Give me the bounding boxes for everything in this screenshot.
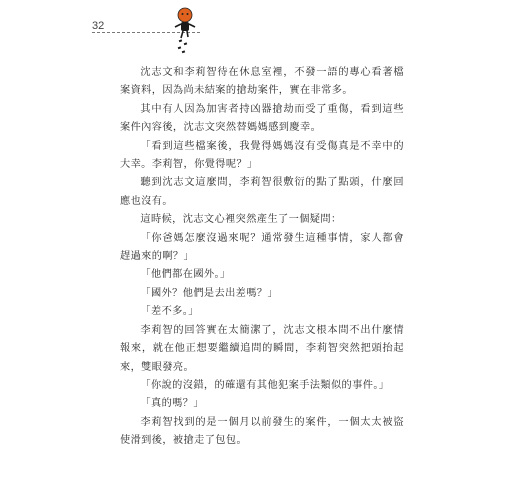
body-text (120, 64, 404, 451)
paragraph: 沈志文和李莉智待在休息室裡，不發一語的專心看著檔案資料，因為尚未結案的搶劫案件，實在非常多。 (120, 67, 404, 97)
page-number: 32 (92, 20, 105, 32)
paragraph: 李莉智找到的是一個月以前發生的案件，一個太太被盜使滑到後，被搶走了包包。 (120, 416, 404, 447)
paragraph: 「你說的沒錯，的確還有其他犯案手法類似的事件。」 (140, 379, 390, 391)
paragraph: 「真的嗎？」 (140, 398, 204, 410)
paragraph: 這時候，沈志文心裡突然產生了一個疑問： (140, 214, 342, 226)
paragraph: 「國外？他們是去出差嗎？」 (140, 287, 279, 299)
paragraph: 李莉智的回答實在太簡潔了，沈志文根本問不出什麼情報來，就在他正想要繼續追問的瞬間，李莉智突然把頭抬起來，雙眼發亮。 (120, 324, 404, 373)
paragraph: 「他們都在國外。」 (140, 269, 231, 281)
paragraph: 「差不多。」 (140, 306, 199, 318)
paragraph: 聽到沈志文這麼問，李莉智很敷衍的點了點頭，什麼回應也沒有。 (120, 177, 404, 207)
paragraph: 「看到這些檔案後，我覺得媽媽沒有受傷真是不幸中的大幸。李莉智，你覺得呢？」 (120, 140, 404, 171)
page-header (92, 18, 202, 58)
paragraph: 「你爸媽怎麼沒過來呢？通常發生這種事情，家人都會趕過來的啊？」 (120, 232, 404, 263)
paragraph: 其中有人因為加害者持凶器搶劫而受了重傷，看到這些案件內容後，沈志文突然替媽媽感到慶幸。 (120, 103, 404, 134)
mascot-figure-icon (170, 6, 200, 56)
